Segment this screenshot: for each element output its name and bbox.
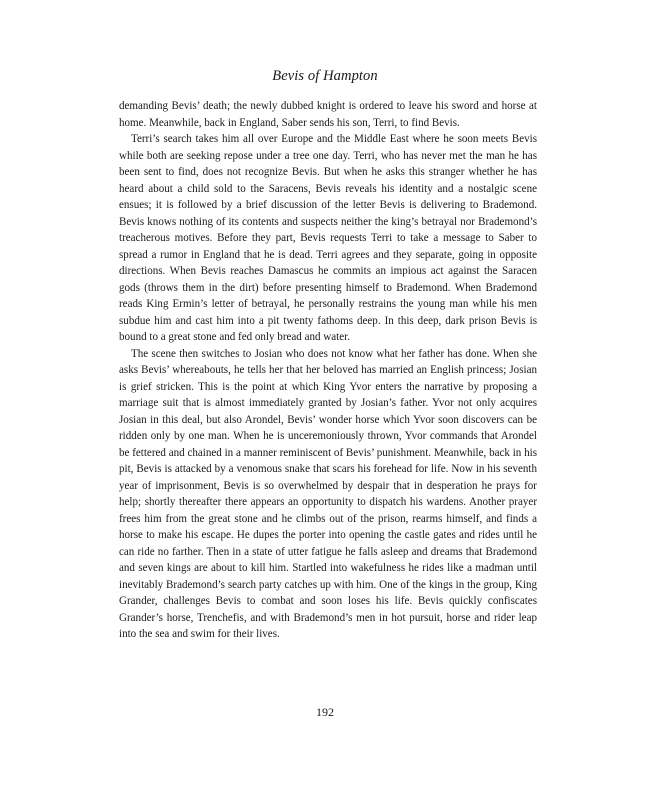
paragraph-continuation: demanding Bevis’ death; the newly dubbed knight is ordered to leave his sword and horse at home. Meanwhile, back in England, Saber sends his son, Terri, to find Bevis. [119, 100, 537, 129]
running-title: Bevis of Hampton [272, 68, 378, 84]
page-number: 192 [316, 705, 334, 719]
body-text [119, 98, 537, 643]
paragraph: The scene then switches to Josian who does not know what her father has done. When she asks Bevis’ whereabouts, he tells her that her beloved has married an English princess; Josian is grief stricken. This is the point at which King Yvor enters the narrative by proposing a marriage suit that is almost immediately granted by Josian’s father. Yvor not only acquires Josian in this deal, but also Arondel, Bevis’ wonder horse which Yvor soon discovers can be ridden only by one man. When he is unceremoniously thrown, Yvor commands that Arondel be fettered and chained in a manner reminiscent of Bevis’ punishment. Meanwhile, back in his pit, Bevis is attacked by a venomous snake that scars his forehead for life. Now in his seventh year of imprisonment, Bevis is so overwhelmed by despair that in desperation he prays for help; shortly thereafter there appears an opportunity to dispatch his wardens. Another prayer frees him from the great stone and he climbs out of the prison, rearms himself, and finds a horse to make his escape. He dupes the porter into opening the castle gates and rides until he can ride no farther. Then in a state of utter fatigue he falls asleep and dreams that Brademond and seven kings are about to kill him. Startled into wakefulness he rides like a madman until inevitably Brademond’s search party catches up with him. One of the kings in the group, King Grander, challenges Bevis to combat and soon loses his life. Bevis quickly confiscates Grander’s horse, Trenchefis, and with Brademond’s men in hot pursuit, horse and rider leap into the sea and swim for their lives. [119, 347, 537, 640]
paragraph: Terri’s search takes him all over Europe and the Middle East where he soon meets Bevis while both are seeking repose under a tree one day. Terri, who has never met the man he has been sent to find, does not recognize Bevis. But when he asks this stranger whether he has heard about a child sold to the Saracens, Bevis reveals his identity and a nostalgic scene ensues; it is followed by a brief discussion of the letter Bevis is delivering to Brademond. Bevis knows nothing of its contents and suspects neither the king’s betrayal nor Brademond’s treacherous motives. Before they part, Bevis requests Terri to take a message to Saber to spread a rumor in England that he is dead. Terri agrees and they separate, going in opposite directions. When Bevis reaches Damascus he commits an impious act against the Saracen gods (throws them in the dirt) before presenting himself to Brademond. When Brademond reads King Ermin’s letter of betrayal, he personally restrains the young man while his men subdue him and cast him into a pit twenty fathoms deep. In this deep, dark prison Bevis is bound to a great stone and fed only bread and water. [119, 133, 537, 343]
